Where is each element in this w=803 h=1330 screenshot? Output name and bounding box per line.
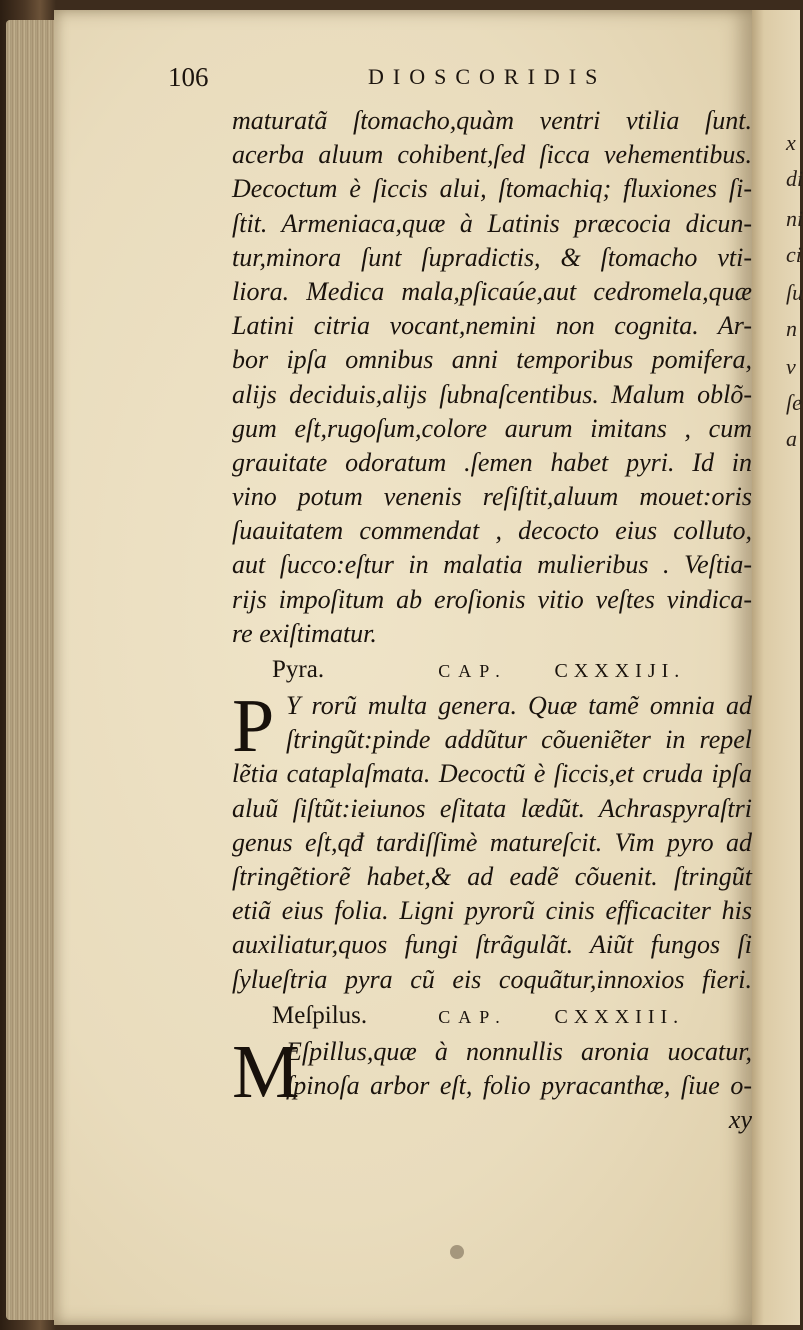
page-edges [6, 20, 56, 1320]
text-line: ſpinoſa arbor eſt, folio pyracanthæ, ſiue o- [286, 1070, 752, 1100]
text-line: re exiſtimatur. [232, 618, 377, 648]
fragment: ſu [786, 280, 803, 305]
text-line: rijs impoſitum ab eroſionis vitio veſtes vindica- [232, 584, 752, 614]
drop-initial: P [232, 684, 275, 768]
text-line: maturatã ſtomacho,quàm ventri vtilia ſunt. [232, 106, 752, 135]
book-title: DIOSCORIDIS [368, 64, 607, 89]
adjacent-page-edge [752, 10, 803, 1325]
text-line: etiã eius folia. Ligni pyrorũ cinis efficaciter his [232, 896, 752, 926]
text-line: Y rorũ multa genera. Quæ tamẽ omnia ad [286, 691, 752, 720]
text-line: aluũ ſiſtũt:ieiunos eſitata lædũt. Achraspyraſtri [232, 793, 752, 823]
text-line: ſtit. Armeniaca,quæ à Latinis præcocia dicun- [232, 208, 752, 238]
text-line: tur,minora ſunt ſupradictis, & ſtomacho vti- [232, 242, 752, 272]
fragment: ci [786, 242, 802, 267]
chapter-cap-label: CAP. [438, 1006, 508, 1027]
fragment: di [786, 166, 803, 191]
chapter-cap-label: CAP. [438, 661, 508, 681]
fragment: v [786, 354, 796, 379]
fragment: ni [786, 206, 803, 231]
drop-initial: M [232, 1029, 300, 1114]
chapter-paragraph-mespilus [232, 1029, 752, 1138]
fragment: ſe [786, 390, 802, 415]
ink-blot [450, 1245, 464, 1259]
text-line: alijs deciduis,alijs ſubnaſcentibus. Malum oblõ- [232, 379, 752, 409]
text-line: aut ſucco:eſtur in malatia mulieribus . Veſtia- [232, 550, 752, 580]
fragment: a [786, 426, 797, 451]
text-line: liora. Medica mala,pſicaúe,aut cedromela,quæ [232, 276, 752, 306]
page-number: 106 [168, 62, 209, 92]
fragment: x [786, 130, 796, 155]
text-line: genus eſt,qđ tardiſſimè matureſcit. Vim pyro ad [232, 827, 752, 857]
text-line: Decoctum è ſiccis alui, ſtomachiq; fluxiones ſi- [232, 174, 752, 204]
text-line: gum eſt,rugoſum,colore aurum imitans , cum [232, 413, 752, 443]
running-head [168, 62, 728, 96]
text-line: ſtringẽtiorẽ habet,& ad eadẽ cõuenit. ſtringũt [232, 861, 752, 891]
text-line: vino potum venenis reſiſtit,aluum mouet:oris [232, 482, 752, 512]
text-line: Latini citria vocant,nemini non cognita. Ar- [232, 311, 752, 341]
chapter-title: Pyra. [272, 656, 325, 683]
text-line: auxiliatur,quos fungi ſtrãgulãt. Aiũt fungos ſi [232, 930, 752, 960]
chapter-number: CXXXIJI. [554, 660, 686, 682]
text-line: ſuauitatem commendat , decocto eius colluto, [232, 516, 752, 546]
text-line: grauitate odoratum .ſemen habet pyri. Id in [232, 447, 752, 477]
chapter-title: Meſpilus. [272, 1001, 368, 1029]
text-line: acerba aluum cohibent,ſed ſicca vehementibus. [232, 140, 752, 170]
text-line: ſylueſtria pyra cũ eis coquãtur,innoxios fieri. [232, 964, 752, 994]
text-line: Eſpillus,quæ à nonnullis aronia uocatur, [286, 1036, 752, 1066]
text-line: bor ipſa omnibus anni temporibus pomifera, [232, 345, 752, 375]
chapter-heading-mespilus [232, 997, 752, 1035]
chapter-paragraph-pyra [232, 684, 752, 997]
text-block [232, 104, 752, 1137]
chapter-number: CXXXIII. [554, 1005, 685, 1028]
fragment: n [786, 316, 797, 341]
chapter-heading-pyra [232, 651, 752, 689]
text-line: ſtringũt:pinde addũtur cõueniẽter in repel [286, 725, 752, 755]
text-line: xy [728, 1105, 752, 1135]
text-line: lẽtia cataplaſmata. Decoctũ è ſiccis,et cruda ipſa [232, 759, 752, 789]
